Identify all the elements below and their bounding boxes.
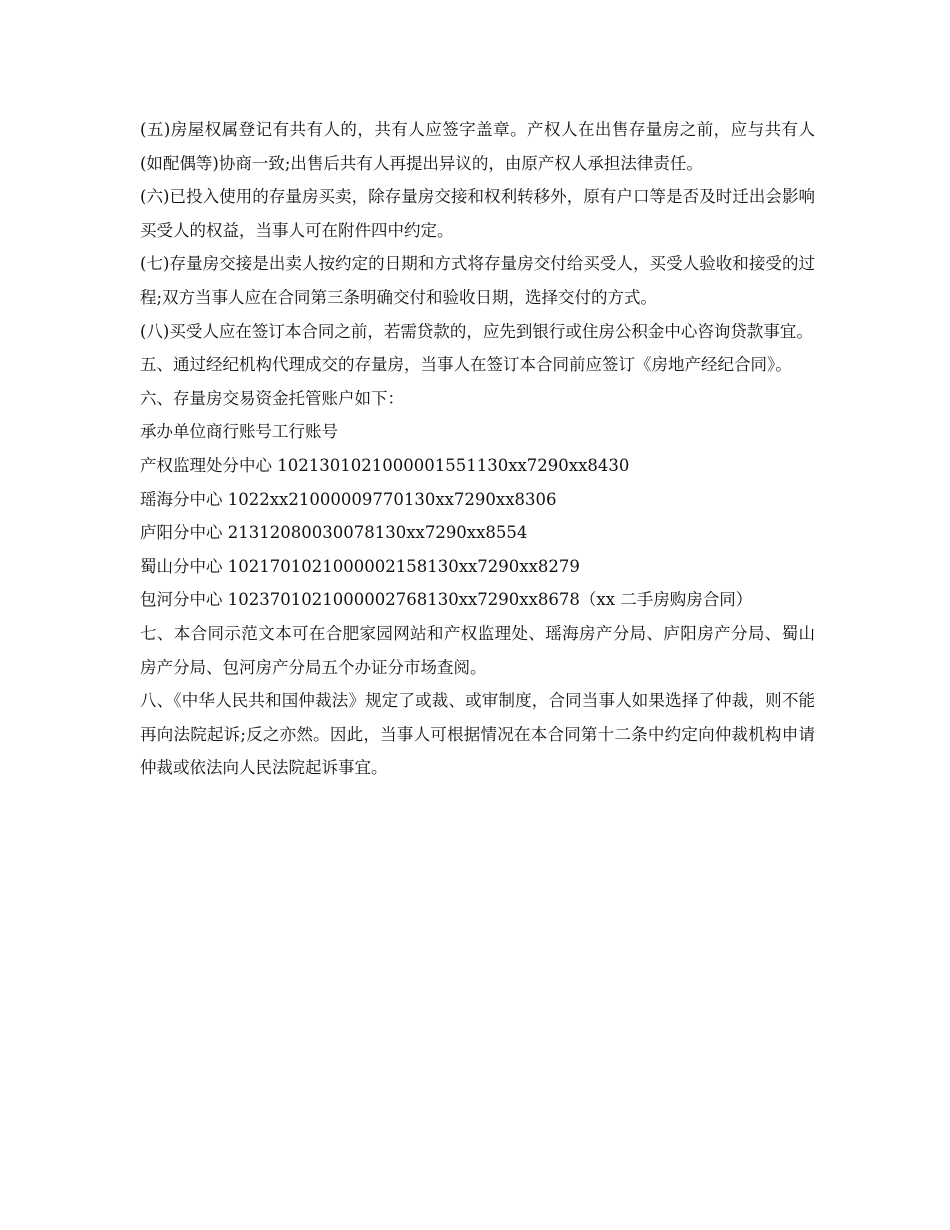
section-seven-template: 七、本合同示范文本可在合肥家园网站和产权监理处、瑶海房产分局、庐阳房产分局、蜀山房产分局、包河房产分局五个办证分市场查阅。: [140, 623, 815, 677]
section-eight-arbitration: 八、《中华人民共和国仲裁法》规定了或裁、或审制度，合同当事人如果选择了仲裁，则不能再向法院起诉;反之亦然。因此，当事人可根据情况在本合同第十二条中约定向仲裁机构申请仲裁或依法向人民法院起诉事宜。: [140, 691, 815, 778]
account-row: 包河分中心 1023701021000002768130xx7290xx8678（xx 二手房购房合同）: [140, 590, 753, 610]
accounts-header: 承办单位商行账号工行账号: [140, 422, 338, 442]
account-row: 瑶海分中心 1022xx21000009770130xx7290xx8306: [140, 489, 557, 509]
account-row: 蜀山分中心 1021701021000002158130xx7290xx8279: [140, 556, 580, 576]
document-body: [140, 113, 815, 785]
paragraph-five-co-owner: (五)房屋权属登记有共有人的，共有人应签字盖章。产权人在出售存量房之前，应与共有人(如配偶等)协商一致;出售后共有人再提出异议的，由原产权人承担法律责任。: [140, 120, 815, 173]
account-row: 庐阳分中心 21312080030078130xx7290xx8554: [140, 523, 528, 543]
section-five-agency: 五、通过经纪机构代理成交的存量房，当事人在签订本合同前应签订《房地产经纪合同》。: [140, 355, 792, 375]
paragraph-six-household: (六)已投入使用的存量房买卖，除存量房交接和权利转移外，原有户口等是否及时迁出会影响买受人的权益，当事人可在附件四中约定。: [140, 187, 815, 240]
paragraph-seven-handover: (七)存量房交接是出卖人按约定的日期和方式将存量房交付给买受人，买受人验收和接受的过程;双方当事人应在合同第三条明确交付和验收日期，选择交付的方式。: [140, 254, 815, 307]
section-six-escrow: 六、存量房交易资金托管账户如下：: [140, 388, 404, 408]
account-row: 产权监理处分中心 1021301021000001551130xx7290xx8430: [140, 455, 630, 475]
paragraph-eight-loan: (八)买受人应在签订本合同之前，若需贷款的，应先到银行或住房公积金中心咨询贷款事宜。: [140, 321, 813, 341]
